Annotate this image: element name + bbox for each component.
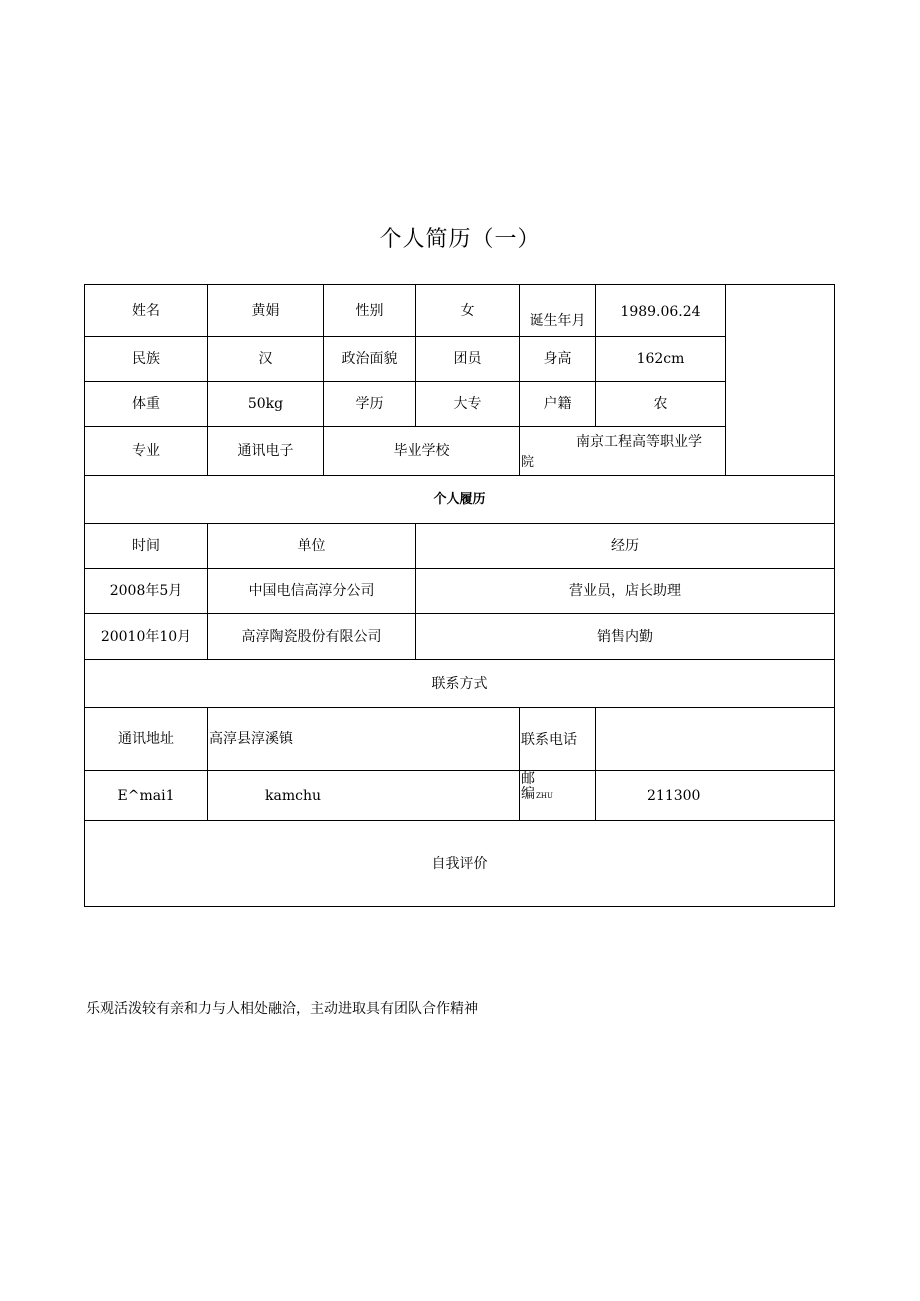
school-line-2: 院	[521, 455, 535, 470]
resume-table	[84, 284, 835, 907]
name-value: 黄娟	[207, 284, 324, 337]
name-label: 姓名	[84, 284, 208, 337]
address-value: 高淳县淳溪镇	[207, 707, 520, 771]
email-label: E^mai1	[84, 770, 208, 821]
gender-label: 性别	[323, 284, 416, 337]
address-label: 通讯地址	[84, 707, 208, 771]
history-row-unit: 中国电信高淳分公司	[207, 568, 416, 614]
self-eval-text: 乐观活泼较有亲和力与人相处融洽，主动进取具有团队合作精神	[86, 1001, 478, 1017]
major-value: 通讯电子	[207, 426, 324, 476]
education-label: 学历	[323, 381, 416, 427]
contact-section-title: 联系方式	[84, 659, 835, 708]
political-label: 政治面貌	[323, 336, 416, 382]
self-eval-label: 自我评价	[84, 820, 835, 907]
history-row-time: 20010年10月	[84, 613, 208, 660]
gender-value: 女	[415, 284, 520, 337]
zip-label-line-1: 邮	[521, 771, 535, 787]
ethnic-label: 民族	[84, 336, 208, 382]
birth-label: 诞生年月	[519, 284, 596, 337]
phone-label: 联系电话	[519, 707, 596, 771]
birth-value: 1989.06.24	[595, 284, 726, 337]
political-value: 团员	[415, 336, 520, 382]
phone-value	[595, 707, 835, 771]
zip-label-line-2: 编	[521, 786, 535, 802]
history-row-time: 2008年5月	[84, 568, 208, 614]
page-title: 个人简历（一）	[379, 227, 541, 252]
zip-label	[519, 770, 596, 821]
history-row-unit: 高淳陶瓷股份有限公司	[207, 613, 416, 660]
history-row-exp: 销售内勤	[415, 613, 835, 660]
hukou-label: 户籍	[519, 381, 596, 427]
email-value: kamchu	[207, 770, 520, 821]
history-section-title: 个人履历	[84, 475, 835, 524]
zip-label-small: ZHU	[536, 792, 553, 800]
photo-cell	[725, 284, 835, 476]
history-row-exp: 营业员，店长助理	[415, 568, 835, 614]
ethnic-value: 汉	[207, 336, 324, 382]
history-col-unit: 单位	[207, 523, 416, 569]
weight-value: 50kg	[207, 381, 324, 427]
major-label: 专业	[84, 426, 208, 476]
height-label: 身高	[519, 336, 596, 382]
height-value: 162cm	[595, 336, 726, 382]
history-col-exp: 经历	[415, 523, 835, 569]
hukou-value: 农	[595, 381, 726, 427]
zip-value: 211300	[595, 770, 835, 821]
weight-label: 体重	[84, 381, 208, 427]
school-label: 毕业学校	[323, 426, 520, 476]
education-value: 大专	[415, 381, 520, 427]
school-line-1: 南京工程高等职业学	[576, 434, 702, 450]
history-col-time: 时间	[84, 523, 208, 569]
school-value	[519, 426, 726, 476]
